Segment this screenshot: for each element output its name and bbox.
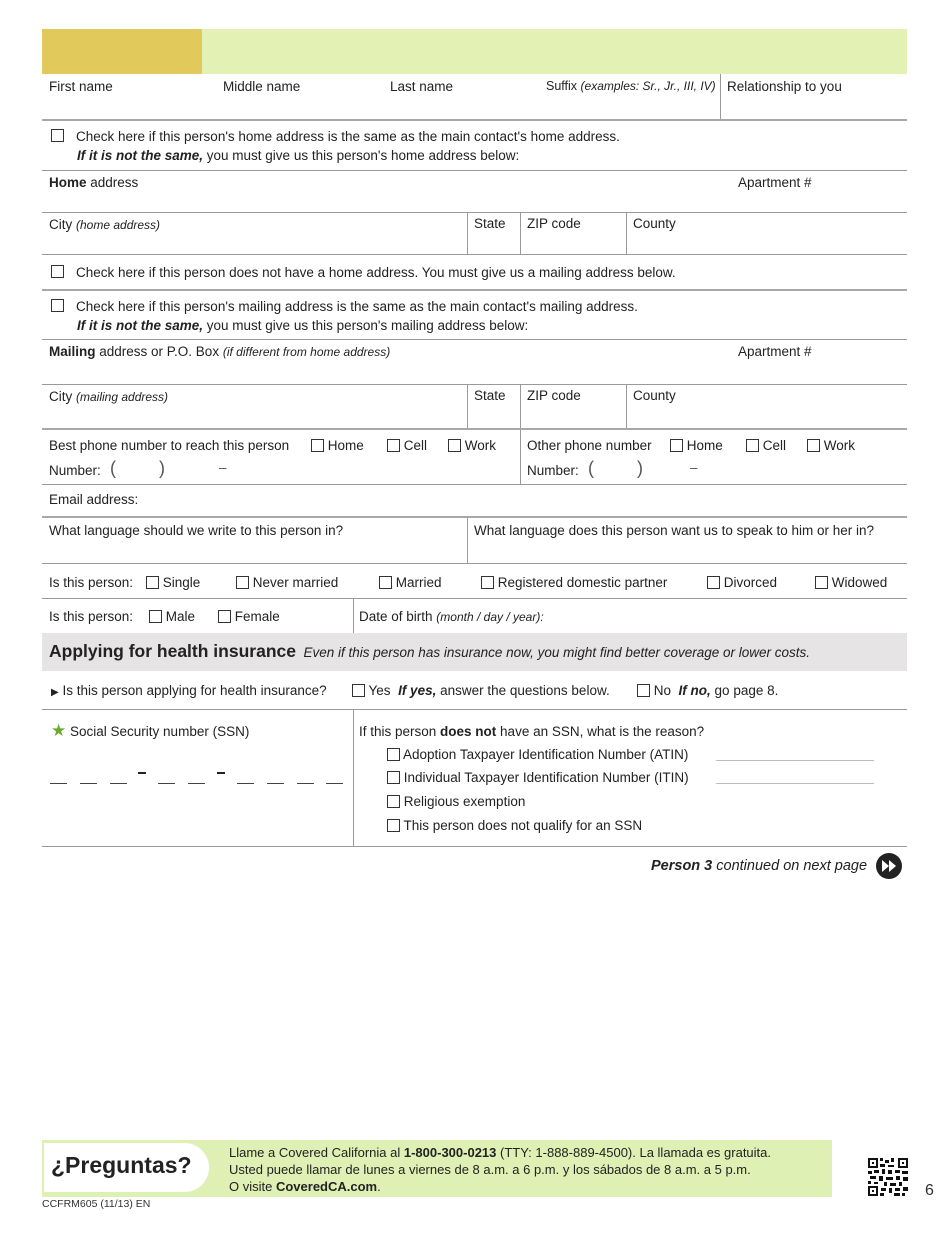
mailing-county-label[interactable]: County [633, 388, 676, 403]
other-phone-paren-open: ( [588, 458, 594, 478]
divider [467, 518, 468, 563]
mailing-city-label[interactable]: City (mailing address) [49, 389, 169, 404]
marital-option-never-married[interactable]: Never married [236, 575, 338, 590]
spoken-language-label[interactable]: What language does this person want us to speak to him or her in? [474, 523, 874, 538]
gender-label: Is this person: [49, 609, 134, 624]
best-phone-dash: – [219, 460, 227, 475]
divider [720, 74, 721, 120]
other-phone-cell-option[interactable]: Cell [746, 438, 786, 453]
divider [520, 430, 521, 484]
divider [42, 384, 907, 385]
applying-yes-option[interactable]: Yes If yes, answer the questions below. [352, 683, 610, 698]
other-phone-home-option[interactable]: Home [670, 438, 723, 453]
itin-number-line[interactable] [716, 783, 874, 784]
marital-option-single[interactable]: Single [146, 575, 200, 590]
best-phone-home-option[interactable]: Home [311, 438, 364, 453]
middle-name-label: Middle name [223, 79, 301, 94]
footer-line3: O visite CoveredCA.com. [229, 1179, 381, 1194]
last-name-label: Last name [390, 79, 454, 94]
mail-same-text: Check here if this person's mailing address is the same as the main contact's mailing address. [76, 299, 638, 314]
divider [626, 384, 627, 428]
marital-option-domestic-partner[interactable]: Registered domestic partner [481, 575, 667, 590]
mailing-apartment-label[interactable]: Apartment # [738, 344, 812, 359]
home-address-label[interactable]: Home address [49, 175, 139, 190]
ssn-reason-question: If this person does not have an SSN, what is the reason? [359, 724, 705, 739]
next-page-icon[interactable] [876, 853, 902, 879]
divider [520, 384, 521, 428]
marital-option-divorced[interactable]: Divorced [707, 575, 777, 590]
home-same-note: If it is not the same, you must give us this person's home address below: [77, 148, 520, 163]
star-icon: ★ [51, 721, 67, 740]
no-home-text: Check here if this person does not have a home address. You must give us a mailing address below. [76, 265, 676, 280]
home-city-label[interactable]: City (home address) [49, 217, 161, 232]
dob-label[interactable]: Date of birth (month / day / year): [359, 609, 544, 624]
header-bar-left [42, 29, 202, 74]
divider [42, 484, 907, 485]
first-name-label: First name [49, 79, 113, 94]
divider [42, 212, 907, 213]
ssn-label: ★ Social Security number (SSN) [51, 721, 250, 740]
home-same-text: Check here if this person's home address is the same as the main contact's home address. [76, 129, 620, 144]
divider [42, 289, 907, 291]
home-apartment-label[interactable]: Apartment # [738, 175, 812, 190]
best-phone-work-option[interactable]: Work [448, 438, 496, 453]
divider [42, 428, 907, 430]
divider [467, 212, 468, 254]
mail-same-note: If it is not the same, you must give us this person's mailing address below: [77, 318, 529, 333]
footer-title: ¿Preguntas? [51, 1152, 192, 1178]
footer-line2: Usted puede llamar de lunes a viernes de 8 a.m. a 6 p.m. y los sábados de 8 a.m. a 5 p.m. [229, 1162, 751, 1177]
ssn-reason-religious[interactable]: Religious exemption [387, 794, 525, 809]
email-label[interactable]: Email address: [49, 492, 139, 507]
applying-question: ▶ Is this person applying for health insurance? [51, 683, 327, 698]
other-phone-dash: – [690, 460, 698, 475]
best-phone-paren-close: ) [159, 458, 165, 478]
page-number: 6 [925, 1182, 934, 1199]
suffix-label: Suffix (examples: Sr., Jr., III, IV) [546, 79, 716, 93]
mailing-address-label[interactable]: Mailing address or P.O. Box (if different from home address) [49, 344, 391, 359]
applying-no-option[interactable]: No If no, go page 8. [637, 683, 778, 698]
home-same-checkbox[interactable] [51, 128, 64, 143]
other-phone-paren-close: ) [637, 458, 643, 478]
ssn-reason-atin[interactable]: Adoption Taxpayer Identification Number (ATIN) [387, 747, 688, 762]
home-county-label[interactable]: County [633, 216, 676, 231]
best-phone-paren-open: ( [110, 458, 116, 478]
applying-title: Applying for health insurance Even if this person has insurance now, you might find better coverage or lower costs. [49, 641, 811, 661]
best-phone-label: Best phone number to reach this person [49, 438, 290, 453]
ssn-reason-itin[interactable]: Individual Taxpayer Identification Number (ITIN) [387, 770, 689, 785]
mail-same-checkbox[interactable] [51, 298, 64, 313]
divider [42, 563, 907, 564]
divider [353, 599, 354, 633]
marital-option-widowed[interactable]: Widowed [815, 575, 887, 590]
no-home-checkbox[interactable] [51, 264, 64, 279]
marital-option-married[interactable]: Married [379, 575, 442, 590]
best-phone-number-label[interactable]: Number: [49, 463, 101, 478]
form-code: CCFRM605 (11/13) EN [42, 1198, 151, 1210]
header-bar-right [202, 29, 907, 74]
divider [42, 339, 907, 340]
divider [42, 846, 907, 847]
triangle-icon: ▶ [51, 687, 59, 698]
divider [626, 212, 627, 254]
divider [520, 212, 521, 254]
continued-note: Person 3 continued on next page [651, 858, 868, 874]
written-language-label[interactable]: What language should we write to this person in? [49, 523, 344, 538]
mailing-state-label[interactable]: State [474, 388, 506, 403]
divider [353, 710, 354, 846]
divider [42, 709, 907, 710]
relationship-label: Relationship to you [727, 79, 842, 94]
divider [42, 170, 907, 171]
home-state-label[interactable]: State [474, 216, 506, 231]
mailing-zip-label[interactable]: ZIP code [527, 388, 581, 403]
divider [42, 516, 907, 518]
gender-option-male[interactable]: Male [149, 609, 195, 624]
best-phone-cell-option[interactable]: Cell [387, 438, 427, 453]
other-phone-label: Other phone number [527, 438, 652, 453]
other-phone-work-option[interactable]: Work [807, 438, 855, 453]
divider [42, 254, 907, 255]
divider [42, 598, 907, 599]
gender-option-female[interactable]: Female [218, 609, 280, 624]
qr-code-icon [868, 1158, 908, 1196]
ssn-reason-not-qualify[interactable]: This person does not qualify for an SSN [387, 818, 642, 833]
marital-label: Is this person: [49, 575, 134, 590]
divider [467, 384, 468, 428]
home-zip-label[interactable]: ZIP code [527, 216, 581, 231]
other-phone-number-label[interactable]: Number: [527, 463, 579, 478]
atin-number-line[interactable] [716, 760, 874, 761]
divider [42, 119, 907, 121]
footer-line1: Llame a Covered California al 1-800-300-0213 (TTY: 1-888-889-4500). La llamada es gratuita. [229, 1145, 771, 1160]
